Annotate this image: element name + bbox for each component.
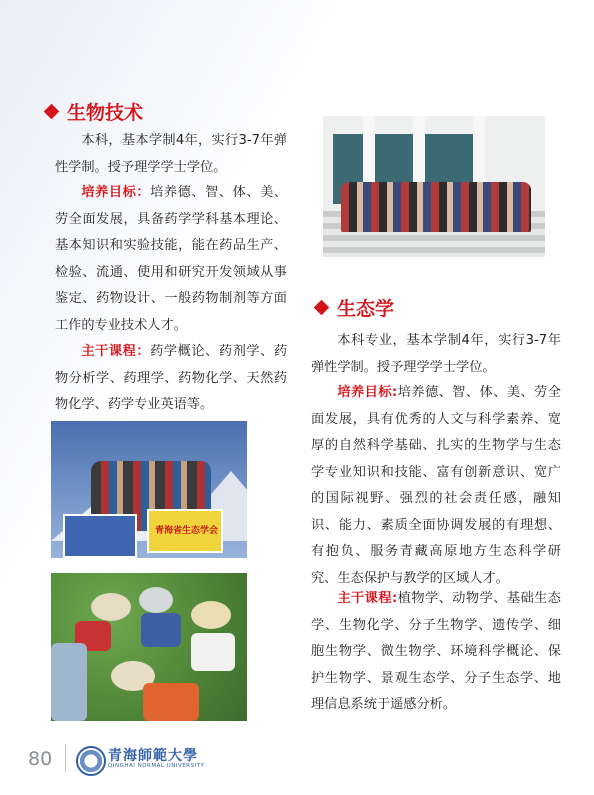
banner-text: 青海省生态学会 xyxy=(155,526,219,536)
biotech-goal-label: 培养目标： xyxy=(81,185,151,200)
photo-field-survey xyxy=(51,573,247,721)
section-title-biotech-text: 生物技术 xyxy=(67,102,144,124)
ecology-goal-text: 培养德、智、体、美、劳全面发展，具有优秀的人文与科学素养、宽厚的自然科学基础、扎实的生物学与生态学专业知识和技能、富有创新意识、宽广的国际视野、强烈的社会责任感，融知识、能力、素质全面协调发展的有理想、有抱负、服务青藏高原地方生态科学研究、生态保护与教学的区域人才。 xyxy=(311,385,561,586)
ecology-courses-text: 植物学、动物学、基础生态学、生物化学、分子生物学、遗传学、细胞生物学、微生物学、环境科学概论、保护生物学、景观生态学、分子生态学、地理信息系统于遥感分析。 xyxy=(311,591,561,712)
ecology-goal xyxy=(311,380,561,592)
university-logo-icon xyxy=(76,746,106,776)
university-name: 青海師範大學 xyxy=(108,748,198,764)
biotech-courses-label: 主干课程： xyxy=(81,344,151,359)
photo-group-building xyxy=(323,116,545,257)
ecology-intro: 本科专业，基本学制4年，实行3-7年弹性学制。授予理学学士学位。 xyxy=(311,333,561,375)
page-number: 80 xyxy=(28,748,53,770)
diamond-bullet-icon xyxy=(44,104,60,120)
section-title-ecology xyxy=(316,294,394,321)
biotech-courses-text: 药学概论、药剂学、药物分析学、药理学、药物化学、天然药物化学、药学专业英语等。 xyxy=(55,344,288,412)
university-name-en: QINGHAI NORMAL UNIVERSITY xyxy=(108,763,205,769)
photo-group-mountain xyxy=(51,421,247,558)
biotech-goal xyxy=(55,180,287,339)
diamond-bullet-icon xyxy=(314,300,330,316)
footer-divider xyxy=(65,744,66,772)
ecology-courses-label: 主干课程: xyxy=(337,591,398,606)
section-title-ecology-text: 生态学 xyxy=(337,298,395,320)
ecology-courses xyxy=(311,586,561,719)
section-title-biotech xyxy=(46,98,143,125)
biotech-courses xyxy=(55,339,287,419)
ecology-goal-label: 培养目标: xyxy=(337,385,398,400)
biotech-intro: 本科，基本学制4年，实行3-7年弹性学制。授予理学学士学位。 xyxy=(55,133,287,175)
biotech-goal-text: 培养德、智、体、美、劳全面发展，具备药学学科基本理论、基本知识和实验技能，能在药品生产、检验、流通、使用和研究开发领域从事鉴定、药物设计、一般药物制剂等方面工作的专业技术人才。 xyxy=(55,185,288,333)
